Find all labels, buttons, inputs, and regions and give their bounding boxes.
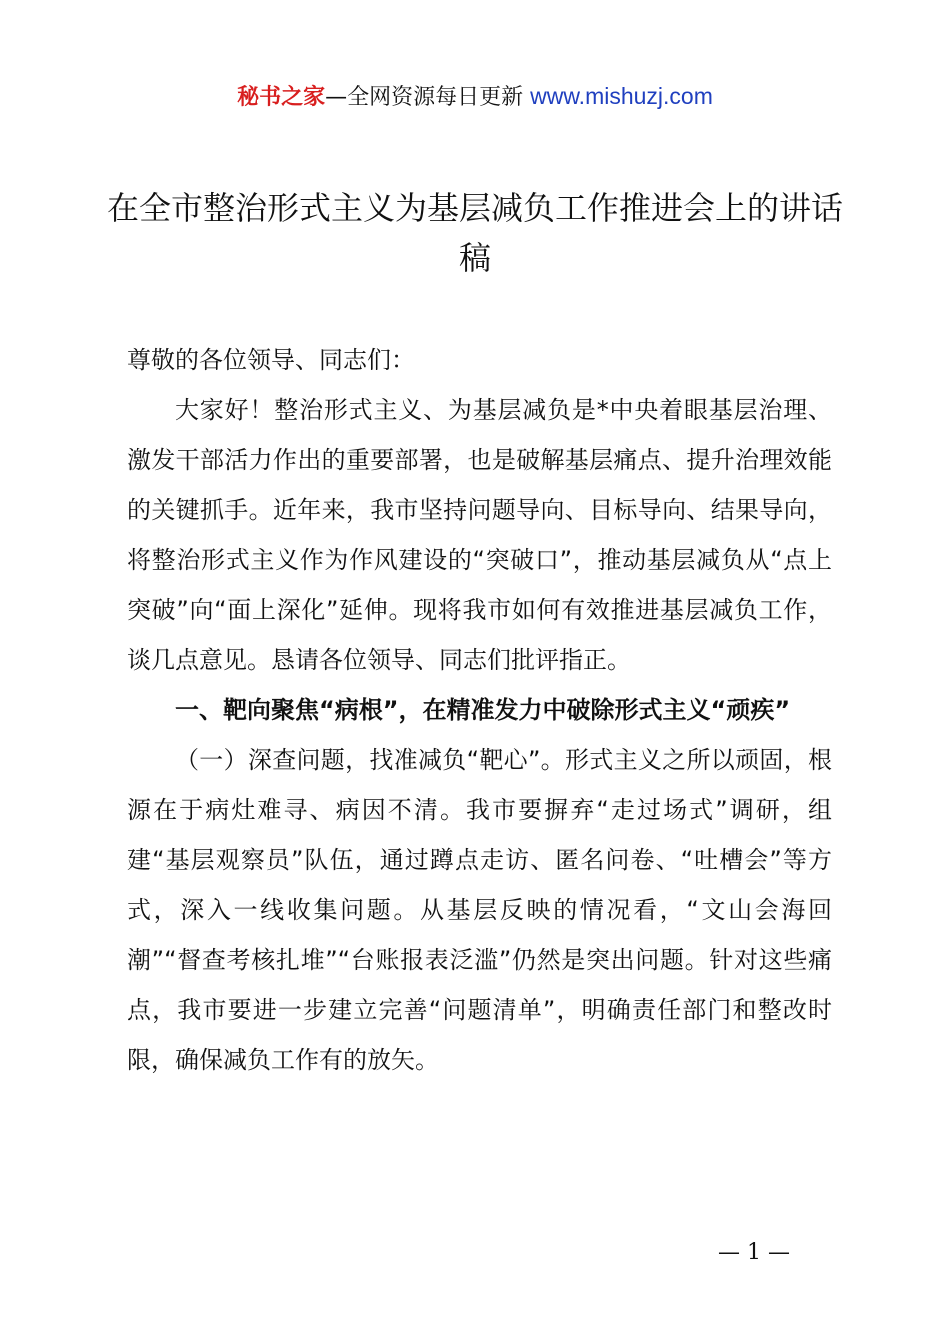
document-title: 在全市整治形式主义为基层减负工作推进会上的讲话稿 (106, 189, 843, 277)
page-number: — 1 — (718, 1240, 790, 1265)
body-paragraph: （一）深查问题，找准减负“靶心”。形式主义之所以顽固，根源在于病灶难寻、病因不清。我市要摒弃“走过场式”调研，组建“基层观察员”队伍，通过蹲点走访、匿名问卷、“吐槽会”等方式，深入一线收集问题。从基层反映的情况看，“文山会海回潮”“督查考核扎堆”“台账报表泛滥”仍然是突出问题。针对这些痛点，我市要进一步建立完善“问题清单”，明确责任部门和整改时限，确保减负工作有的放矢。 (127, 746, 832, 1074)
header-tagline: —全网资源每日更新 (325, 85, 531, 110)
document-body (127, 335, 832, 1085)
section-heading: 一、靶向聚焦“病根”，在精准发力中破除形式主义“顽疾” (175, 696, 791, 724)
site-url-link[interactable]: www.mishuzj.com (530, 83, 713, 109)
body-paragraph: 大家好！整治形式主义、为基层减负是*中央着眼基层治理、激发干部活力作出的重要部署，也是破解基层痛点、提升治理效能的关键抓手。近年来，我市坚持问题导向、目标导向、结果导向，将整治形式主义作为作风建设的“突破口”，推动基层减负从“点上突破”向“面上深化”延伸。现将我市如何有效推进基层减负工作，谈几点意见。恳请各位领导、同志们批评指正。 (127, 396, 832, 674)
site-header (0, 80, 950, 114)
salutation: 尊敬的各位领导、同志们： (127, 346, 415, 374)
brand-name: 秘书之家 (237, 85, 326, 110)
